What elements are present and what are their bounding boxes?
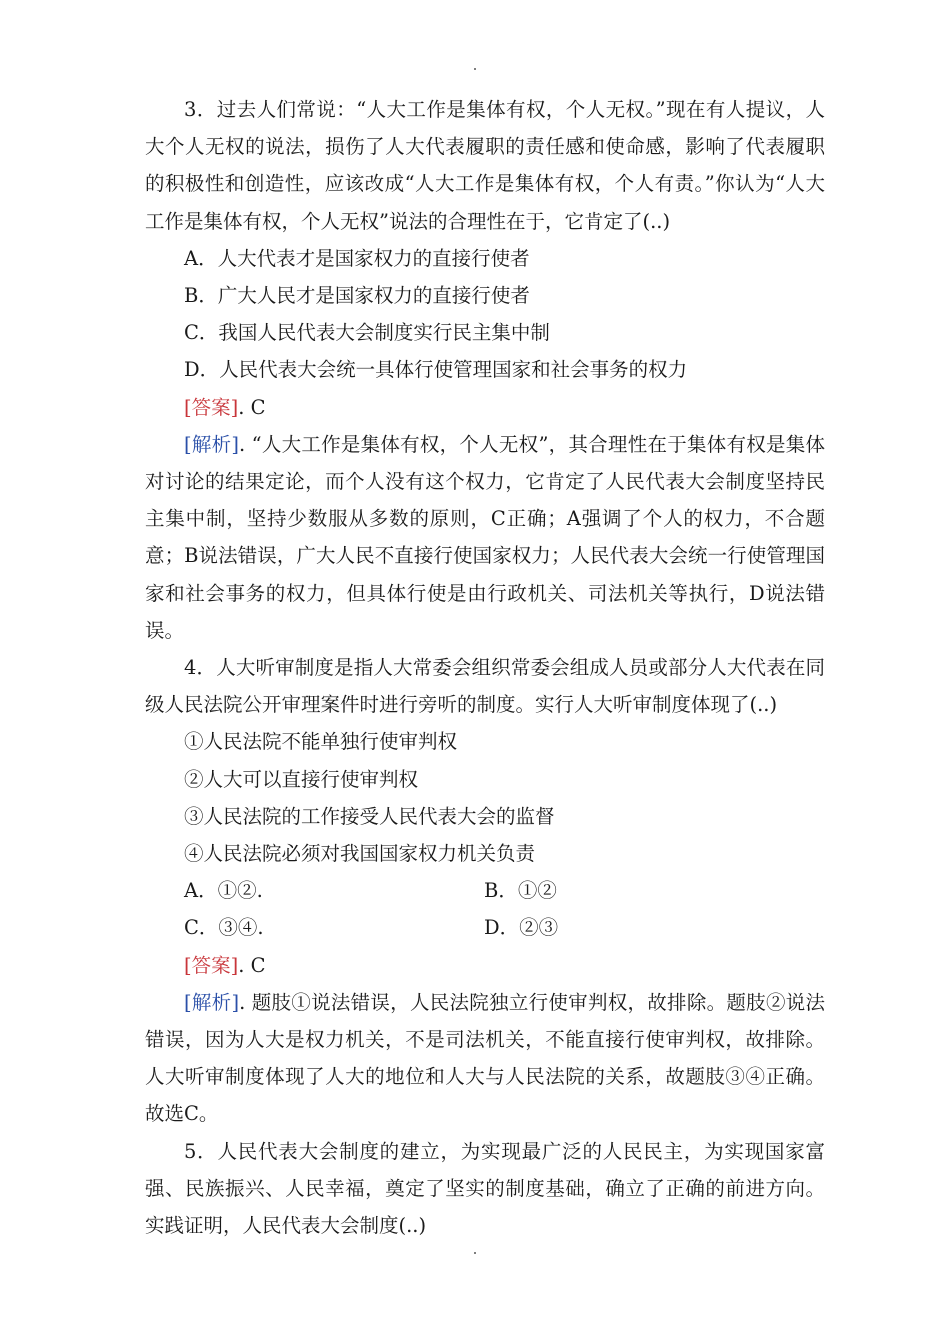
q3-answer-label: [答案]: [184, 395, 239, 419]
q3-answer: [145, 389, 825, 426]
q4-analysis-label: [解析]: [184, 990, 240, 1014]
q3-answer-value: . C: [238, 395, 266, 419]
q4-option-a: A．①②.: [184, 879, 263, 903]
q3-option-a: A．人大代表才是国家权力的直接行使者: [184, 246, 530, 270]
q4-stem: 4．人大听审制度是指人大常委会组织常委会组成人员或部分人大代表在同级人民法院公开审理案件时进行旁听的制度。实行人大听审制度体现了(..): [145, 656, 825, 717]
page-top-mark: [474, 68, 476, 70]
q4-statement-3: ③人民法院的工作接受人民代表大会的监督: [184, 804, 555, 828]
q3-option-b: B．广大人民才是国家权力的直接行使者: [184, 284, 530, 308]
q3-option-c: C．我国人民代表大会制度实行民主集中制: [184, 321, 550, 345]
q3-option-d: D．人民代表大会统一具体行使管理国家和社会事务的权力: [184, 358, 688, 382]
q4-answer-label: [答案]: [184, 953, 239, 977]
q5-stem: 5．人民代表大会制度的建立，为实现最广泛的人民民主，为实现国家富强、民族振兴、人民幸福，奠定了坚实的制度基础，确立了正确的前进方向。实践证明，人民代表大会制度(..): [145, 1139, 825, 1238]
q3-analysis-text: . “人大工作是集体有权，个人无权”，其合理性在于集体有权是集体对讨论的结果定论，而个人没有这个权力，它肯定了人民代表大会制度坚持民主集中制，坚持少数服从多数的原则，C正确；A强调了个人的权力，不合题意；B说法错误，广大人民不直接行使国家权力；人民代表大会统一行使管理国家和社会事务的权力，但具体行使是由行政机关、司法机关等执行，D说法错误。: [145, 432, 825, 642]
q4-answer: [145, 947, 825, 984]
page-bottom-mark: [474, 1252, 476, 1254]
q4-statement-2: ②人大可以直接行使审判权: [184, 767, 419, 791]
q4-options-row-1: [145, 872, 825, 909]
q4-statement-4: ④人民法院必须对我国国家权力机关负责: [184, 842, 536, 866]
q3-stem: 3．过去人们常说：“人大工作是集体有权，个人无权。”现在有人提议，人大个人无权的说法，损伤了人大代表履职的责任感和使命感，影响了代表履职的积极性和创造性，应该改成“人大工作是集体有权，个人有责。”你认为“人大工作是集体有权，个人无权”说法的合理性在于，它肯定了(..): [145, 98, 825, 233]
q4-analysis-text: . 题肢①说法错误，人民法院独立行使审判权，故排除。题肢②说法错误，因为人大是权力机关，不是司法机关，不能直接行使审判权，故排除。人大听审制度体现了人大的地位和人大与人民法院的关系，故题肢③④正确。故选C。: [145, 990, 826, 1126]
q4-analysis: [145, 984, 825, 1133]
q4-option-d: D．②③: [484, 916, 559, 940]
q3-analysis-label: [解析]: [184, 432, 239, 456]
q4-option-b: B．①②: [484, 879, 557, 903]
q3-analysis: [145, 426, 825, 649]
q4-statement-1: ①人民法院不能单独行使审判权: [184, 730, 458, 754]
q4-option-c: C．③④.: [184, 916, 264, 940]
q4-options-row-2: [145, 909, 825, 946]
q4-answer-value: . C: [238, 953, 266, 977]
document-body: [145, 91, 825, 1244]
